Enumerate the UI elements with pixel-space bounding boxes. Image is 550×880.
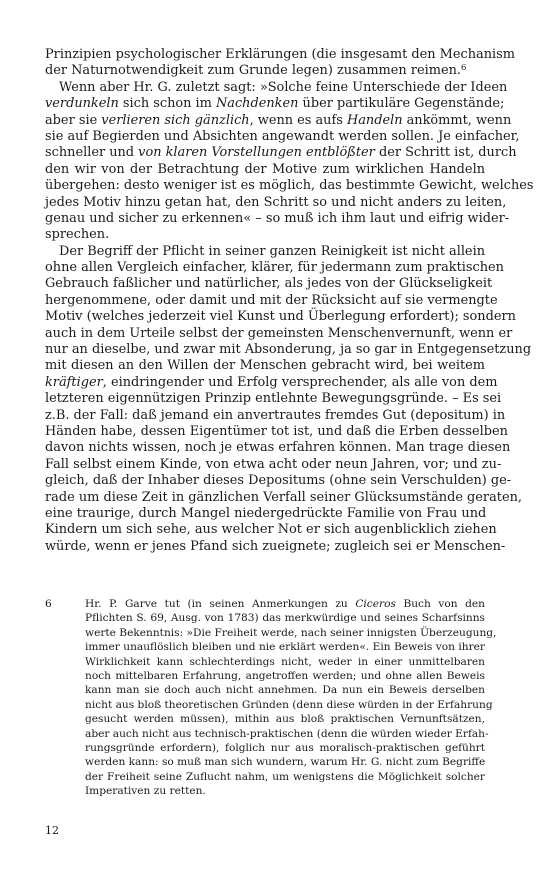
text-line xyxy=(45,342,532,358)
text-run: mit diesen an den Willen der Menschen gebracht wird, bei weitem xyxy=(45,358,485,374)
text-line xyxy=(85,755,485,769)
italic-text: kräftiger xyxy=(45,374,103,390)
italic-text: verlieren sich gänzlich xyxy=(101,112,250,128)
text-run: rungsgründe erfordern), folglich nur aus moralisch-praktischen geführt xyxy=(85,741,485,754)
text-line xyxy=(45,440,511,456)
text-run: aber auch nicht aus technisch-praktischen (denn die würden wieder Erfah- xyxy=(85,727,489,740)
text-run: schneller und xyxy=(45,145,139,161)
text-run: übergehen: desto weniger ist es möglich, das bestimmte Gewicht, welches xyxy=(45,178,534,194)
text-line xyxy=(45,79,508,96)
text-line xyxy=(85,727,489,741)
italic-text: Nachdenken xyxy=(216,96,299,112)
italic-text: von klaren Vorstellungen entblößter xyxy=(138,145,375,161)
text-line xyxy=(45,292,498,309)
text-run: , wenn es aufs xyxy=(249,112,347,128)
text-line xyxy=(85,611,485,625)
text-line xyxy=(45,276,493,292)
text-run: den wir von der Betrachtung der Motive zum wirklichen Handeln xyxy=(45,161,485,177)
text-line xyxy=(85,640,485,654)
page-number: 12 xyxy=(45,824,59,837)
text-line xyxy=(85,698,493,712)
text-run: sich schon im xyxy=(118,96,216,112)
text-run: Prinzipien psychologischer Erklärungen (die insgesamt den Mechanism xyxy=(45,47,515,62)
text-run: der Naturnotwendigkeit zum Grunde legen) zusammen reimen. xyxy=(45,63,461,79)
text-line xyxy=(45,128,520,145)
text-line xyxy=(85,741,485,755)
text-line xyxy=(45,260,504,276)
text-run: aber sie xyxy=(45,112,102,128)
footnote-reference[interactable]: 6 xyxy=(460,63,467,74)
text-run: z.B. der Fall: daß jemand ein anvertrautes fremdes Gut (depositum) in xyxy=(45,407,506,423)
text-line xyxy=(45,374,498,391)
text-line xyxy=(85,770,485,784)
text-run: nicht aus bloß theoretischen Gründen (denn diese würden in der Erfahrung xyxy=(85,698,493,711)
text-run: sprechen. xyxy=(45,227,110,243)
text-line xyxy=(45,194,507,211)
text-run: immer unauflöslich bleiben und nie erklärt werden«. Ein Beweis von ihrer xyxy=(85,641,485,654)
footnote-text xyxy=(85,597,497,798)
text-run: Imperativen zu retten. xyxy=(85,785,206,798)
text-run: genau und sicher zu erkennen« – so muß ich ihm laut und eifrig wider- xyxy=(45,210,510,226)
text-line xyxy=(85,655,485,669)
text-run: Händen habe, dessen Eigentümer tot ist, und daß die Erben desselben xyxy=(45,423,508,439)
text-line xyxy=(45,244,485,260)
text-run: gesucht werden müssen), mithin aus bloß praktischen Vernunftsätzen, xyxy=(85,713,485,726)
text-run: auch in dem Urteile selbst der gemeinsten Menschenvernunft, wenn er xyxy=(45,325,513,341)
text-run: würde, wenn er jenes Pfand sich zueignete; zugleich sei er Menschen- xyxy=(45,538,506,554)
text-run: nur an dieselbe, und zwar mit Absonderung, ja so gar in Entgegensetzung xyxy=(45,342,532,358)
footnote-number: 6 xyxy=(45,598,52,610)
text-line xyxy=(45,506,485,522)
italic-text: Handeln xyxy=(346,112,403,128)
text-line xyxy=(85,626,497,640)
text-run: gleich, daß der Inhaber dieses Depositums (ohne sein Verschulden) ge- xyxy=(45,473,512,489)
italic-text: verdunkeln xyxy=(45,96,119,112)
text-line xyxy=(85,597,485,611)
text-line xyxy=(45,178,534,194)
text-run: rade um diese Zeit in gänzlichen Verfall seiner Glücksumstände geraten, xyxy=(45,489,522,505)
text-line xyxy=(45,47,515,63)
text-line xyxy=(45,96,505,112)
text-run: noch mittelbaren Erfahrung, angetroffen werden; und ohne allen Beweis xyxy=(85,669,485,682)
text-run: kann man sie doch auch nicht annehmen. Da nun ein Beweis derselben xyxy=(85,684,485,697)
text-line xyxy=(45,522,497,538)
text-line xyxy=(45,407,506,424)
text-line xyxy=(45,423,508,440)
text-run: Buch von den xyxy=(395,598,485,610)
text-line xyxy=(45,145,517,161)
text-line xyxy=(85,683,485,697)
text-run: Motiv (welches jederzeit viel Kunst und Überlegung erfordert); sondern xyxy=(45,309,516,325)
text-line xyxy=(45,325,513,342)
text-line xyxy=(45,112,512,129)
text-run: ohne allen Vergleich einfacher, klärer, für jedermann zum praktischen xyxy=(45,260,504,276)
text-run: werden kann: so muß man sich wundern, warum Hr. G. nicht zum Begriffe xyxy=(85,756,486,769)
text-run: letzteren eigennützigen Prinzip entlehnte Bewegungsgründe. – Es sei xyxy=(45,391,502,407)
text-run: Der Begriff der Pflicht in seiner ganzen Reinigkeit ist nicht allein xyxy=(59,243,485,259)
text-line xyxy=(45,538,506,555)
text-run: Gebrauch faßlicher und natürlicher, als jedes von der Glückseligkeit xyxy=(45,276,493,292)
text-run: , eindringender und Erfolg versprechender, als alle von dem xyxy=(102,374,498,390)
text-line xyxy=(45,309,516,325)
text-run: Fall selbst einem Kinde, von etwa acht oder neun Jahren, vor; und zu- xyxy=(45,456,502,472)
text-run: Hr. P. Garve tut (in seinen Anmerkungen zu xyxy=(85,598,356,610)
text-run: eine traurige, durch Mangel niedergedrückte Familie von Frau und xyxy=(45,505,487,521)
text-line xyxy=(85,712,485,726)
text-line xyxy=(45,473,512,489)
text-run: über partikuläre Gegenstände; xyxy=(298,96,505,112)
italic-text: Ciceros xyxy=(355,598,396,610)
text-line xyxy=(45,227,485,243)
text-line xyxy=(45,456,502,473)
text-line xyxy=(45,391,502,407)
text-line xyxy=(45,358,485,374)
text-run: der Freiheit seine Zuflucht nahm, um wenigstens die Möglichkeit solcher xyxy=(85,770,485,783)
text-run: Wenn aber Hr. G. zuletzt sagt: »Solche feine Unterschiede der Ideen xyxy=(59,79,508,95)
text-run: sie auf Begierden und Absichten angewandt werden sollen. Je einfacher, xyxy=(45,128,520,144)
text-line xyxy=(45,162,485,178)
text-run: jedes Motiv hinzu getan hat, den Schritt so und nicht anders zu leiten, xyxy=(45,194,507,210)
text-run: Kindern um sich sehe, aus welcher Not er sich augenblicklich ziehen xyxy=(45,522,497,538)
main-text-block xyxy=(45,47,534,555)
text-run: Wirklichkeit kann schlechterdings nicht, weder in einer unmittelbaren xyxy=(85,655,485,668)
text-run: ankömmt, wenn xyxy=(402,112,512,128)
text-run: werte Bekenntnis: »Die Freiheit werde, nach seiner innigsten Überzeugung, xyxy=(85,626,497,639)
text-line xyxy=(45,210,510,227)
text-run: Pflichten S. 69, Ausg. von 1783) das merkwürdige und seines Scharfsinns xyxy=(85,612,485,625)
text-run: hergenommene, oder damit und mit der Rücksicht auf sie vermengte xyxy=(45,292,498,308)
text-line xyxy=(85,669,485,683)
text-line xyxy=(85,784,485,798)
text-line xyxy=(45,63,485,79)
text-run: davon nichts wissen, noch je etwas erfahren können. Man trage diesen xyxy=(45,440,511,456)
text-line xyxy=(45,489,522,506)
text-run: der Schritt ist, durch xyxy=(374,145,517,161)
